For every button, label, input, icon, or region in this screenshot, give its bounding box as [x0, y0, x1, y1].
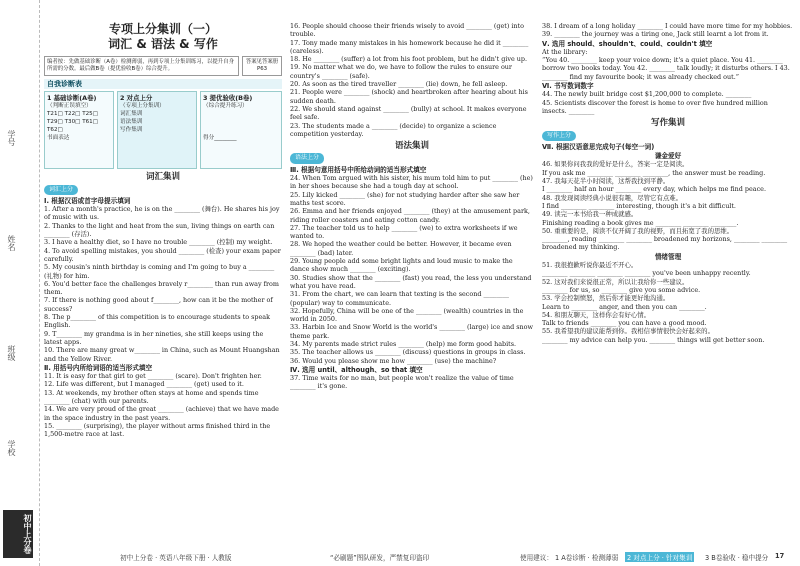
- left-column: [44, 0, 282, 546]
- dialogue-line: “You 40. ________ keep your voice down; it's a quiet place. You 41. ________ borrow two books today. You 42. ________ talk loudly; it disturbs others. I 43. ________ find my favourite book; it was already checked out.”: [542, 56, 790, 81]
- box1-row: T21□ T22□ T25□: [47, 111, 99, 118]
- box1-title: 1 基础诊断(A卷): [47, 94, 97, 103]
- mid-items4: [290, 374, 534, 391]
- question-item: 32. Hopefully, China will be one of the ________ (wealth) countries in the world in 2050.: [290, 306, 524, 324]
- targeted-box: [117, 91, 197, 169]
- page-subtitle: 词汇 & 语法 & 写作: [108, 37, 218, 51]
- question-item: 49. 读完一本书给我一种成就感。: [542, 210, 638, 219]
- section-writing: 写作集训: [650, 118, 685, 129]
- footer-step1: 1 A卷诊断 · 检测薄弱: [555, 554, 619, 562]
- question-item: 16. People should choose their friends wisely to avoid ________ (get) into trouble.: [290, 22, 524, 39]
- question-item: 4. To avoid spelling mistakes, you should ________ (检查) your exam paper carefully.: [44, 246, 281, 263]
- right-items7: [542, 160, 794, 251]
- diagnosis-table: [44, 91, 282, 169]
- question-item: I ________ half an hour ________ every day, which helps me find peace.: [542, 185, 766, 194]
- page-number: 17: [775, 552, 785, 560]
- question-item: 44. The newly built bridge cost $1,200,000 to complete. ________: [542, 90, 752, 99]
- page-footer: [0, 546, 800, 566]
- final-check-box: [200, 91, 282, 169]
- box2-sub: （专项上分集训）: [120, 103, 165, 110]
- topic-emotion: 情绪管理: [654, 252, 682, 261]
- left-items: [44, 205, 282, 363]
- question-item: Talk to friends ________ you can have a good mood.: [542, 319, 707, 328]
- question-item: 46. 如果你问我我的爱好是什么，答案一定是阅读。: [542, 160, 689, 169]
- dialogue: [542, 56, 794, 81]
- topic-hobby: 谦金爱好: [654, 152, 682, 161]
- question-item: 5. My cousin's ninth birthday is coming and I'm going to buy a ________ (礼物) for him.: [44, 263, 275, 280]
- footer-book: 初中上分卷 · 英语八年级下册 · 人教版: [120, 554, 232, 562]
- right-items6: [542, 90, 794, 115]
- mid-items: [290, 22, 534, 138]
- series-logo: 初中上分卷: [3, 510, 33, 558]
- spine-label-class: 班级: [7, 345, 16, 361]
- question-item: 35. The teacher allows us ________ (discuss) questions in groups in class.: [290, 348, 526, 357]
- question-item: 45. Scientists discover the forest is home to over five hundred million insects. ________: [542, 98, 768, 115]
- question-item: Learn to ________ anger, and then you can ________.: [542, 302, 707, 311]
- question-item: 11. It is easy for that girl to get ________ (scare). Don't frighten her.: [44, 372, 262, 381]
- right-items: [542, 22, 794, 39]
- box1-foot: 书面表达: [47, 135, 70, 142]
- question-item: 52. 这对我们来说很正常，所以让我给你一些建议。: [542, 277, 689, 286]
- sub-grammar: 语法上分: [290, 153, 324, 163]
- question-item: 14. We are very proud of the great ________ (achieve) that we have made in the space industry in the past years.: [44, 405, 279, 422]
- dialogue-intro: At the library:: [542, 47, 588, 56]
- page-title: 专项上分集训（一）: [108, 22, 217, 36]
- question-item: 22. We should stand against ________ (bully) at school. It makes everyone feel safe.: [290, 104, 527, 122]
- sub-vocab: 词汇上分: [44, 185, 78, 195]
- question-item: 24. When Tom argued with his sister, his mum told him to put ________ (he) in her shoes because she had a tough day at school.: [290, 174, 533, 191]
- question-item: 20. As soon as the tired traveller ________ (lie) down, he fell asleep.: [290, 80, 508, 89]
- heading-part5: Ⅴ. 选用 should、shouldn't、could、couldn't 填空: [542, 39, 713, 48]
- question-item: 19. No matter what we do, we have to follow the rules to ensure our country's ________ (safe).: [290, 63, 512, 80]
- box3-sub: （综合提升练习）: [203, 103, 248, 110]
- question-item: ________ for us, so ________ give you some advice.: [542, 285, 701, 294]
- spine-label-school: 学校: [7, 440, 16, 456]
- question-item: 54. 和朋友聊天，这样你会有好心情。: [542, 310, 651, 319]
- box3-score: 得分________: [203, 135, 237, 142]
- question-item: 21. People were ________ (shock) and heartbroken after hearing about his sudden death.: [290, 88, 528, 105]
- question-item: 25. Lily kicked ________ (she) for not studying harder after she saw her maths test score.: [290, 190, 520, 207]
- question-item: 48. 我发现阅读经典小说很有趣，尽管它有点难。: [542, 193, 683, 202]
- question-item: 39. ________ the journey was a tiring one, Jack still learnt a lot from it.: [542, 30, 769, 39]
- editor-note: [44, 56, 282, 76]
- box1-sub: （判断正误填空）: [47, 103, 92, 110]
- question-item: 17. Tony made many mistakes in his homework because he did it ________ (careless).: [290, 38, 529, 55]
- question-item: 15. ________ (surprising), the player without arms finished third in the 1,500-metre race at last.: [44, 421, 271, 439]
- question-item: 26. Emma and her friends enjoyed ________ (they) at the amusement park, riding roller coasters and eating cotton candy.: [290, 207, 530, 224]
- question-item: 36. Would you please show me how ________ (use) the machine?: [290, 356, 497, 365]
- question-item: 7. If there is nothing good about f________, how can it be the mother of success?: [44, 296, 273, 313]
- question-item: 33. Harbin Ice and Snow World is the world's ________ (large) ice and snow theme park.: [290, 323, 533, 340]
- question-item: 13. At weekends, my brother often stays at home and spends time ________ (chat) with our parents.: [44, 388, 259, 406]
- question-item: 30. Studies show that the ________ (fast) you read, the less you understand what you have read.: [290, 273, 532, 290]
- question-item: 3. I have a healthy diet, so I have no trouble ________ (控制) my weight.: [44, 238, 273, 247]
- right-column: [542, 0, 794, 546]
- question-item: 50. 重重要的是，阅读不仅开阔了我的视野，而且拓宽了我的思维。: [542, 226, 734, 235]
- question-item: 10. There are many great w________ in China, such as Mount Huangshan and the Yellow River.: [44, 346, 280, 363]
- box2-row: 写作集训: [120, 127, 143, 134]
- question-item: 28. We hoped the weather could be better. However, it became even ________ (bad) later.: [290, 240, 512, 257]
- question-item: 8. The p________ of this competition is to encourage students to speak English.: [44, 313, 270, 330]
- heading-part6: Ⅵ. 书写数词数字: [542, 82, 594, 91]
- editor-note-text: 编者按：先做基础诊断（A卷）检测薄弱，再到专项上分集训练习，以提升自身所需的分数。最后做B卷（提优验收B卷）综合提升。: [44, 56, 239, 76]
- box2-title: 2 对点上分: [120, 94, 153, 103]
- box2-row: 语法集训: [120, 119, 143, 126]
- box1-row: T62□: [47, 127, 63, 134]
- question-item: 12. Life was different, but I managed ________ (get) used to it.: [44, 380, 244, 389]
- binding-spine: [0, 0, 40, 566]
- diagnosis-title: 自我诊断表: [44, 79, 282, 89]
- footer-step2: 2 对点上分 · 针对集训: [627, 554, 693, 562]
- question-item: 31. From the chart, we can learn that texting is the second ________ (popular) way to communicate.: [290, 290, 510, 307]
- question-item: 29. Young people add some bright lights and loud music to make the dance show much ________ (exciting).: [290, 257, 513, 274]
- right-items8: [542, 261, 794, 344]
- question-item: 27. The teacher told us to help ________ (we) to extra worksheets if we wanted to.: [290, 223, 518, 241]
- question-item: 18. He ________ (suffer) a lot from his foot problem, but he didn't give up.: [290, 55, 528, 64]
- heading-part3: Ⅲ. 根据句意用括号中所给动词的适当形式填空: [290, 165, 427, 174]
- heading-part7: Ⅶ. 根据汉语意思完成句子(每空一词): [542, 142, 655, 151]
- box2-row: 词汇集训: [120, 111, 143, 118]
- footer-step3: 3 B卷验收 · 稳中提分: [705, 554, 769, 562]
- mid-items3: [290, 174, 534, 365]
- question-item: 51. 我很抱歉听说你最近不开心。: [542, 261, 638, 270]
- question-item: 37. Time waits for no man, but people won't realize the value of time ________ it's gone.: [290, 374, 514, 391]
- heading-part1: Ⅰ. 根据汉语或首字母提示填词: [44, 196, 131, 205]
- question-item: 9. T________ my grandma is in her nineties, she still keeps using the latest apps.: [44, 329, 264, 346]
- question-item: 2. Thanks to the light and heat from the sun, living things on earth can ________ (存活).: [44, 221, 275, 239]
- sub-writing: 写作上分: [542, 131, 576, 141]
- question-item: 1. After a month's practice, he is on the ________ (舞台). He shares his joy of music with us.: [44, 205, 280, 222]
- box3-title: 3 提优验收(B卷): [203, 94, 253, 103]
- box1-row: T29□ T30□ T61□: [47, 119, 99, 126]
- question-item: ________, reading ________ ________ broadened my horizons, ________ ________ broadened my thinking.: [542, 235, 788, 252]
- spine-label-number: 学号: [7, 130, 16, 146]
- question-item: 34. My parents made strict rules ________ (help) me form good habits.: [290, 339, 517, 348]
- question-item: 38. I dream of a long holiday ________ I could have more time for my hobbies.: [542, 22, 793, 30]
- question-item: 6. You'd better face the challenges bravely r________ than run away from them.: [44, 279, 279, 297]
- basic-diagnosis-box: [44, 91, 114, 169]
- section-grammar: 语法集训: [394, 141, 429, 152]
- question-item: ________ ________ ________ ________ you've been unhappy recently.: [542, 269, 751, 278]
- footer-notice: “必刷题”图队研发，严禁复印盗印: [330, 554, 430, 562]
- question-item: 47. 我每天花半小时阅读，这帮我找到平静。: [542, 177, 670, 186]
- heading-part2: Ⅱ. 用括号内所给词语的适当形式填空: [44, 363, 153, 372]
- question-item: 53. 学会控制愤怒，然后你才能更好地沟通。: [542, 294, 670, 303]
- question-item: I find ________ ________ interesting, though it's a bit difficult.: [542, 201, 736, 210]
- question-item: 55. 我希望我的建议能帮到你。我相信事情很快会好起来的。: [542, 327, 714, 336]
- section-vocab: 词汇集训: [145, 172, 180, 183]
- middle-column: [290, 0, 534, 546]
- answer-ref: 答案见答案册 P63: [242, 56, 282, 76]
- spine-label-name: 姓名: [7, 235, 16, 251]
- question-item: If you ask me ________ ________ ________, the answer must be reading.: [542, 168, 766, 177]
- left-items2: [44, 372, 282, 438]
- question-item: ________ my advice can help you. ________ things will get better soon.: [542, 335, 765, 344]
- heading-part4: Ⅳ. 选用 until、although、so that 填空: [290, 365, 423, 374]
- question-item: 23. The students made a ________ (decide) to organize a science competition yesterday.: [290, 121, 497, 138]
- footer-use: 使用建议：: [520, 554, 553, 562]
- question-item: Finishing reading a book gives me ________ ________ ________.: [542, 218, 739, 227]
